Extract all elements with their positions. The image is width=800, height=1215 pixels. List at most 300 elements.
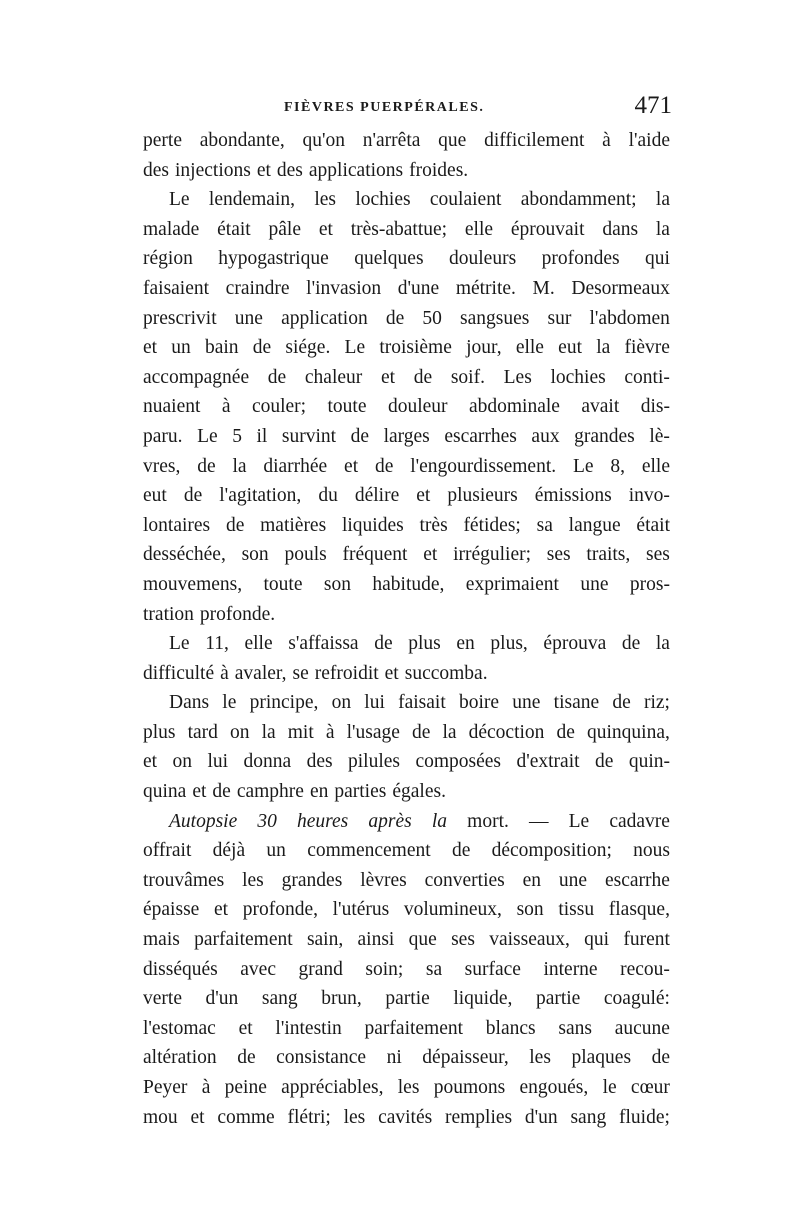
word: profondes: [541, 248, 620, 270]
word: mou: [143, 1106, 178, 1128]
text-line: [143, 570, 670, 600]
word: de: [451, 840, 471, 862]
body-text: [143, 126, 670, 1132]
word: langue: [568, 514, 621, 536]
word: d'un: [524, 1106, 558, 1128]
word: liquides: [341, 514, 404, 536]
word: irrégulier;: [453, 544, 532, 566]
word: l'intestin: [275, 1017, 342, 1039]
word: sur: [547, 307, 572, 329]
word: sang: [261, 988, 298, 1010]
word: plus: [408, 633, 441, 655]
word: lui: [364, 692, 385, 714]
word: la: [261, 721, 276, 743]
word: quinquina,: [587, 721, 670, 743]
word: les: [242, 869, 264, 891]
word: —: [529, 810, 549, 832]
word: en: [456, 633, 475, 655]
word: son: [516, 899, 544, 921]
word: de: [594, 751, 614, 773]
word: Le: [169, 189, 190, 211]
text-line: [143, 718, 670, 748]
word: accompagnée: [143, 366, 250, 388]
word: eut: [143, 485, 167, 507]
word: elle: [641, 455, 670, 477]
word: de: [212, 781, 231, 803]
word: à: [325, 721, 335, 743]
word: était: [217, 218, 251, 240]
word: dans: [602, 218, 639, 240]
word: une: [512, 692, 541, 714]
text-line: [143, 244, 670, 274]
page-number: 471: [634, 92, 672, 119]
word: 50: [422, 307, 442, 329]
word: engoués,: [519, 1077, 589, 1098]
word: abondante,: [199, 130, 285, 151]
word: de: [385, 307, 405, 329]
word: plus: [143, 721, 176, 743]
word: malade: [143, 218, 200, 240]
word: mit: [287, 721, 314, 743]
text-line: [143, 747, 670, 777]
word: une: [580, 573, 609, 595]
word: matières: [260, 514, 327, 536]
word: applications: [308, 159, 404, 181]
word: une: [234, 307, 263, 329]
word: très: [419, 514, 448, 536]
text-line: [143, 1014, 670, 1044]
word: parfaitement: [364, 1017, 464, 1039]
word: la: [442, 721, 457, 743]
word: parfaitement: [194, 929, 293, 951]
word: métrite.: [455, 277, 516, 299]
word: perte: [143, 130, 182, 151]
word: fluide;: [619, 1106, 670, 1128]
word: appréciables,: [281, 1077, 384, 1098]
word: ses: [546, 544, 571, 566]
word: coulaient: [429, 189, 502, 211]
word: fièvre: [624, 337, 670, 359]
word: tard: [187, 721, 218, 743]
word: de: [225, 514, 245, 536]
text-line: [143, 422, 670, 452]
word: lochies: [550, 366, 606, 388]
word: éprouvait: [510, 218, 585, 240]
word: brun,: [321, 988, 362, 1010]
word: douleur: [387, 396, 448, 418]
word: décoction: [468, 721, 545, 743]
word: qu'on: [302, 130, 346, 151]
text-line: [143, 126, 670, 156]
word: les: [343, 1106, 366, 1128]
word: et: [143, 751, 158, 773]
word: froides.: [409, 159, 469, 181]
word: la: [655, 189, 670, 211]
word: Autopsie: [169, 810, 238, 832]
word: et: [344, 455, 359, 477]
word: partie: [385, 988, 430, 1010]
word: blancs: [485, 1017, 536, 1039]
word: l'aide: [628, 130, 670, 151]
text-line: [143, 511, 670, 541]
word: qui: [645, 248, 670, 270]
word: donna: [243, 751, 292, 773]
word: et: [384, 662, 399, 684]
text-line: [143, 688, 670, 718]
word: décomposition;: [491, 840, 612, 862]
word: mais: [143, 929, 180, 951]
word: pros-: [629, 573, 670, 595]
word: M.: [532, 277, 555, 299]
word: et: [143, 337, 158, 359]
word: les: [314, 189, 336, 211]
word: application: [281, 307, 368, 329]
word: de: [197, 455, 216, 477]
text-line: [143, 452, 670, 482]
text-line: [143, 1073, 670, 1103]
word: fétides;: [463, 514, 521, 536]
word: pâle: [268, 218, 301, 240]
word: de: [374, 455, 394, 477]
word: douleurs: [449, 248, 517, 270]
word: Le: [169, 633, 190, 655]
word: trouvâmes: [143, 869, 225, 891]
word: commencement: [307, 840, 431, 862]
word: région: [143, 248, 193, 270]
word: larges: [383, 425, 430, 447]
word: en: [522, 869, 542, 891]
word: remplies: [444, 1106, 513, 1128]
word: parties: [334, 781, 387, 803]
word: conti-: [624, 366, 670, 388]
word: fréquent: [342, 544, 408, 566]
word: la: [596, 337, 611, 359]
word: lè-: [649, 425, 670, 447]
word: épaisse: [143, 899, 200, 921]
word: profonde,: [242, 899, 318, 921]
word: surface: [464, 958, 521, 980]
text-line: [143, 600, 670, 630]
word: avait: [581, 396, 620, 418]
word: de: [413, 366, 433, 388]
word: sang: [570, 1106, 607, 1128]
word: ses: [451, 929, 475, 951]
word: et: [238, 1017, 253, 1039]
word: l'estomac: [143, 1017, 216, 1039]
running-title: FIÈVRES PUERPÉRALES.: [284, 100, 485, 115]
word: l'abdomen: [589, 307, 670, 329]
word: à: [201, 1077, 211, 1098]
word: traits,: [586, 544, 631, 566]
word: lendemain,: [208, 189, 295, 211]
word: sain,: [306, 929, 344, 951]
word: bain: [204, 337, 239, 359]
word: à: [221, 396, 231, 418]
word: couler;: [251, 396, 307, 418]
word: siége.: [285, 337, 331, 359]
word: recou-: [620, 958, 670, 980]
word: et: [380, 366, 396, 388]
text-line: [143, 836, 670, 866]
word: plus,: [490, 633, 528, 655]
word: de: [183, 485, 203, 507]
word: quelques: [354, 248, 424, 270]
text-line: [143, 185, 670, 215]
word: elle: [515, 337, 544, 359]
word: desséchée,: [143, 544, 226, 566]
word: mort.: [467, 810, 509, 832]
word: et: [423, 544, 438, 566]
word: grandes: [574, 425, 635, 447]
word: elle: [464, 218, 494, 240]
text-line: [143, 1103, 670, 1133]
text-line: [143, 955, 670, 985]
word: lontaires: [143, 514, 211, 536]
text-line: [143, 659, 670, 689]
word: on: [230, 721, 250, 743]
word: que: [408, 929, 437, 951]
word: jour,: [466, 337, 502, 359]
text-line: [143, 274, 670, 304]
word: liquide,: [453, 988, 513, 1010]
word: ses: [646, 544, 670, 566]
word: Peyer: [143, 1077, 188, 1098]
word: délire: [354, 485, 400, 507]
text-line: [143, 392, 670, 422]
word: vaisseaux,: [489, 929, 570, 951]
word: de: [374, 633, 393, 655]
text-line: [143, 629, 670, 659]
word: le: [602, 1077, 617, 1098]
word: l'agitation,: [219, 485, 302, 507]
word: prescrivit: [143, 307, 217, 329]
word: quin-: [628, 751, 670, 773]
word: tissu: [558, 899, 595, 921]
word: grand: [298, 958, 343, 980]
word: avec: [240, 958, 276, 980]
word: Les: [503, 366, 532, 388]
text-line: [143, 866, 670, 896]
word: ni: [386, 1047, 402, 1069]
word: Le: [572, 455, 594, 477]
word: 8,: [610, 455, 625, 477]
word: la: [655, 633, 670, 655]
word: on: [172, 751, 193, 773]
word: eut: [558, 337, 582, 359]
word: l'utérus: [332, 899, 390, 921]
word: très-abattue;: [350, 218, 448, 240]
word: boire: [458, 692, 500, 714]
word: faisaient: [143, 277, 210, 299]
word: à: [220, 662, 229, 684]
word: injections: [175, 159, 251, 181]
text-line: [143, 363, 670, 393]
word: grandes: [281, 869, 343, 891]
word: survint: [281, 425, 337, 447]
text-line: [143, 481, 670, 511]
word: de: [651, 1047, 670, 1069]
word: sa: [536, 514, 553, 536]
word: en: [309, 781, 329, 803]
word: partie: [535, 988, 581, 1010]
word: quina: [143, 781, 187, 803]
text-line: [143, 984, 670, 1014]
word: de: [556, 721, 575, 743]
word: Desormeaux: [571, 277, 670, 299]
word: ainsi: [357, 929, 395, 951]
word: paru.: [143, 425, 183, 447]
word: de: [612, 692, 631, 714]
word: lochies: [355, 189, 411, 211]
word: l'engourdissement.: [410, 455, 557, 477]
word: son: [323, 573, 351, 595]
word: de: [267, 366, 287, 388]
text-line: [143, 777, 670, 807]
word: une: [558, 869, 588, 891]
word: le: [222, 692, 237, 714]
word: interne: [543, 958, 598, 980]
word: de: [621, 633, 641, 655]
word: toute: [327, 396, 367, 418]
word: n'arrêta: [362, 130, 421, 151]
word: un: [171, 337, 191, 359]
word: diarrhée: [263, 455, 328, 477]
word: flétri;: [287, 1106, 331, 1128]
word: se: [292, 662, 309, 684]
text-line: [143, 333, 670, 363]
word: aucune: [614, 1017, 670, 1039]
word: et: [256, 159, 271, 181]
text-line: [143, 895, 670, 925]
word: troisième: [379, 337, 452, 359]
word: son: [241, 544, 269, 566]
word: soif.: [450, 366, 485, 388]
word: habitude,: [372, 573, 445, 595]
word: disséqués: [143, 958, 218, 980]
text-line: [143, 304, 670, 334]
word: Le: [344, 337, 366, 359]
word: la: [655, 218, 670, 240]
text-line: [143, 1043, 670, 1073]
word: dis-: [640, 396, 670, 418]
word: mouvemens,: [143, 573, 243, 595]
word: heures: [297, 810, 349, 832]
word: que: [438, 130, 467, 151]
word: escarrhes: [444, 425, 517, 447]
word: de: [350, 425, 370, 447]
word: consistance: [276, 1047, 367, 1069]
word: plusieurs: [447, 485, 518, 507]
word: verte: [143, 988, 182, 1010]
word: du: [318, 485, 338, 507]
word: 5: [232, 425, 242, 447]
word: d'une: [397, 277, 440, 299]
word: plaques: [571, 1047, 632, 1069]
word: émissions: [534, 485, 612, 507]
word: toute: [263, 573, 303, 595]
text-line: [143, 215, 670, 245]
word: Dans: [169, 692, 210, 714]
word: offrait: [143, 840, 192, 862]
text-line: [143, 807, 670, 837]
word: camphre: [236, 781, 304, 803]
word: de: [237, 1047, 256, 1069]
word: flasque,: [608, 899, 670, 921]
word: 11,: [205, 633, 229, 655]
word: sangsues: [460, 307, 530, 329]
word: cadavre: [609, 810, 670, 832]
word: riz;: [643, 692, 670, 714]
word: de: [252, 337, 272, 359]
word: les: [397, 1077, 420, 1098]
word: sa: [425, 958, 443, 980]
word: et: [416, 485, 431, 507]
word: un: [266, 840, 286, 862]
word: les: [529, 1047, 551, 1069]
word: Le: [568, 810, 590, 832]
word: faisait: [398, 692, 446, 714]
word: cavités: [378, 1106, 433, 1128]
word: des: [143, 159, 169, 181]
running-head: [142, 92, 672, 126]
word: difficulté: [143, 662, 215, 684]
word: et: [192, 781, 207, 803]
word: volumineux,: [403, 899, 502, 921]
word: la: [232, 455, 247, 477]
word: à: [602, 130, 611, 151]
word: et: [213, 899, 229, 921]
word: était: [636, 514, 670, 536]
word: refroidit: [314, 662, 379, 684]
text-line: [143, 156, 670, 186]
word: des: [306, 751, 333, 773]
word: aux: [531, 425, 560, 447]
word: tisane: [553, 692, 600, 714]
word: on: [331, 692, 352, 714]
text-line: [143, 540, 670, 570]
word: dépaisseur,: [422, 1047, 509, 1069]
word: la: [431, 810, 448, 832]
word: peine: [224, 1077, 267, 1098]
word: cœur: [630, 1077, 670, 1098]
word: lui: [207, 751, 229, 773]
word: vres,: [143, 455, 181, 477]
word: craindre: [225, 277, 290, 299]
word: chaleur: [304, 366, 363, 388]
word: sans: [558, 1017, 592, 1039]
word: pilules: [348, 751, 401, 773]
word: lèvres: [360, 869, 407, 891]
word: poumons: [433, 1077, 506, 1098]
word: s'affaissa: [288, 633, 359, 655]
word: converties: [424, 869, 505, 891]
word: nuaient: [143, 396, 201, 418]
word: succomba.: [404, 662, 488, 684]
word: elle: [244, 633, 273, 655]
word: après: [368, 810, 412, 832]
word: profonde.: [199, 603, 276, 625]
word: composées: [415, 751, 502, 773]
word: l'invasion: [306, 277, 382, 299]
word: et: [318, 218, 333, 240]
text-line: [143, 925, 670, 955]
word: éprouva: [543, 633, 607, 655]
word: furent: [623, 929, 670, 951]
word: coagulé:: [603, 988, 670, 1010]
word: difficilement: [484, 130, 585, 151]
word: hypogastrique: [218, 248, 329, 270]
word: avaler,: [234, 662, 287, 684]
